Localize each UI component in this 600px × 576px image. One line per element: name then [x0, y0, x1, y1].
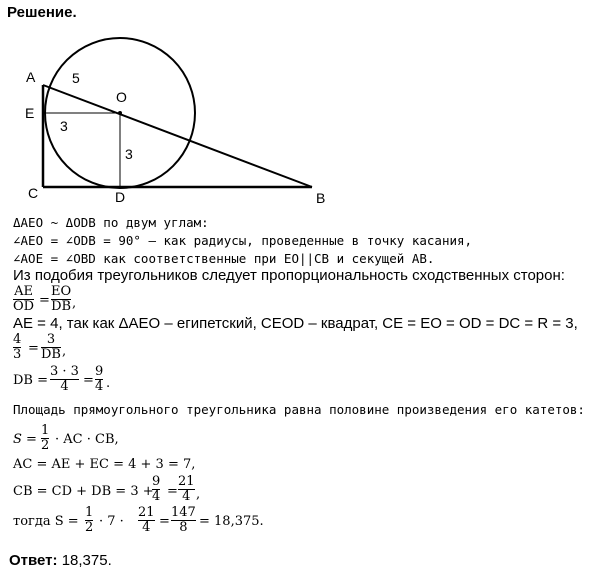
fraction-9-over-4b: 9 4: [95, 364, 104, 394]
punctuation: ,: [62, 344, 67, 359]
db-label: DB =: [13, 373, 49, 388]
answer-label: Ответ:: [9, 552, 58, 569]
fraction-ae-od: AE OD: [13, 284, 35, 314]
label-d: D: [115, 189, 126, 205]
center-point-o: [118, 111, 122, 115]
final-result: = 18,375.: [199, 514, 264, 529]
segment-label-eo: 3: [60, 118, 68, 134]
segment-label-od: 3: [125, 146, 133, 162]
answer-value: 18,375.: [61, 552, 112, 569]
fraction-21-4: 21 4: [178, 474, 195, 504]
label-o: O: [116, 89, 127, 105]
label-c: C: [28, 185, 39, 201]
text-line-1: ΔAEO ~ ΔODB по двум углам:: [13, 215, 209, 230]
label-a: A: [26, 69, 36, 85]
fraction-9-over-4a: 3 · 3 4: [50, 364, 79, 394]
fraction-1-2: 1 2: [41, 423, 50, 453]
equals-sign: =: [83, 373, 94, 388]
punctuation: .: [106, 376, 111, 391]
punctuation: ,: [72, 296, 77, 311]
fraction-3-db: 3 DB: [41, 332, 61, 362]
text-line-2: ∠AEO = ∠ODB = 90° – как радиусы, проведенные в точку касания,: [13, 233, 473, 248]
page-title: Решение.: [7, 4, 77, 21]
fraction-147-8: 147 8: [171, 505, 196, 535]
fraction-4-3: 4 3: [13, 332, 22, 362]
fraction-9-4: 9 4: [152, 474, 161, 504]
fraction-1-2-final: 1 2: [85, 505, 94, 535]
fraction-21-4-final: 21 4: [138, 505, 155, 535]
geometry-figure: [0, 0, 600, 215]
cb-formula-label: CB = CD + DB = 3 +: [13, 484, 154, 499]
fraction-eo-db: EO DB: [51, 284, 72, 314]
label-b: B: [316, 190, 326, 206]
text-line-11: AC = AE + EC = 4 + 3 = 7,: [13, 457, 196, 472]
final-formula-label: тогда S =: [13, 514, 79, 529]
equals-sign: =: [28, 341, 39, 356]
text-line-4: Из подобия треугольников следует пропорциональность сходственных сторон:: [13, 267, 565, 284]
text-line-3: ∠AOE = ∠OBD как соответственные при EO||CB и секущей AB.: [13, 251, 435, 266]
final-formula-mid: · 7 ·: [99, 514, 124, 529]
equals-sign: =: [39, 293, 50, 308]
equals-sign: =: [167, 484, 178, 499]
segment-label-ae: 5: [72, 70, 80, 86]
punctuation: ,: [196, 487, 201, 502]
equals-sign: =: [159, 514, 170, 529]
hypotenuse-ab: [43, 85, 312, 187]
answer-line: [9, 553, 112, 568]
text-line-6: AE = 4, так как ΔAEO – египетский, CEOD – квадрат, CE = EO = OD = DC = R = 3,: [13, 315, 578, 332]
area-formula-label: S =: [13, 432, 37, 447]
text-line-9: Площадь прямоугольного треугольника равна половине произведения его катетов:: [13, 402, 585, 417]
area-formula-tail: · AC · CB,: [55, 432, 119, 447]
label-e: E: [25, 105, 35, 121]
